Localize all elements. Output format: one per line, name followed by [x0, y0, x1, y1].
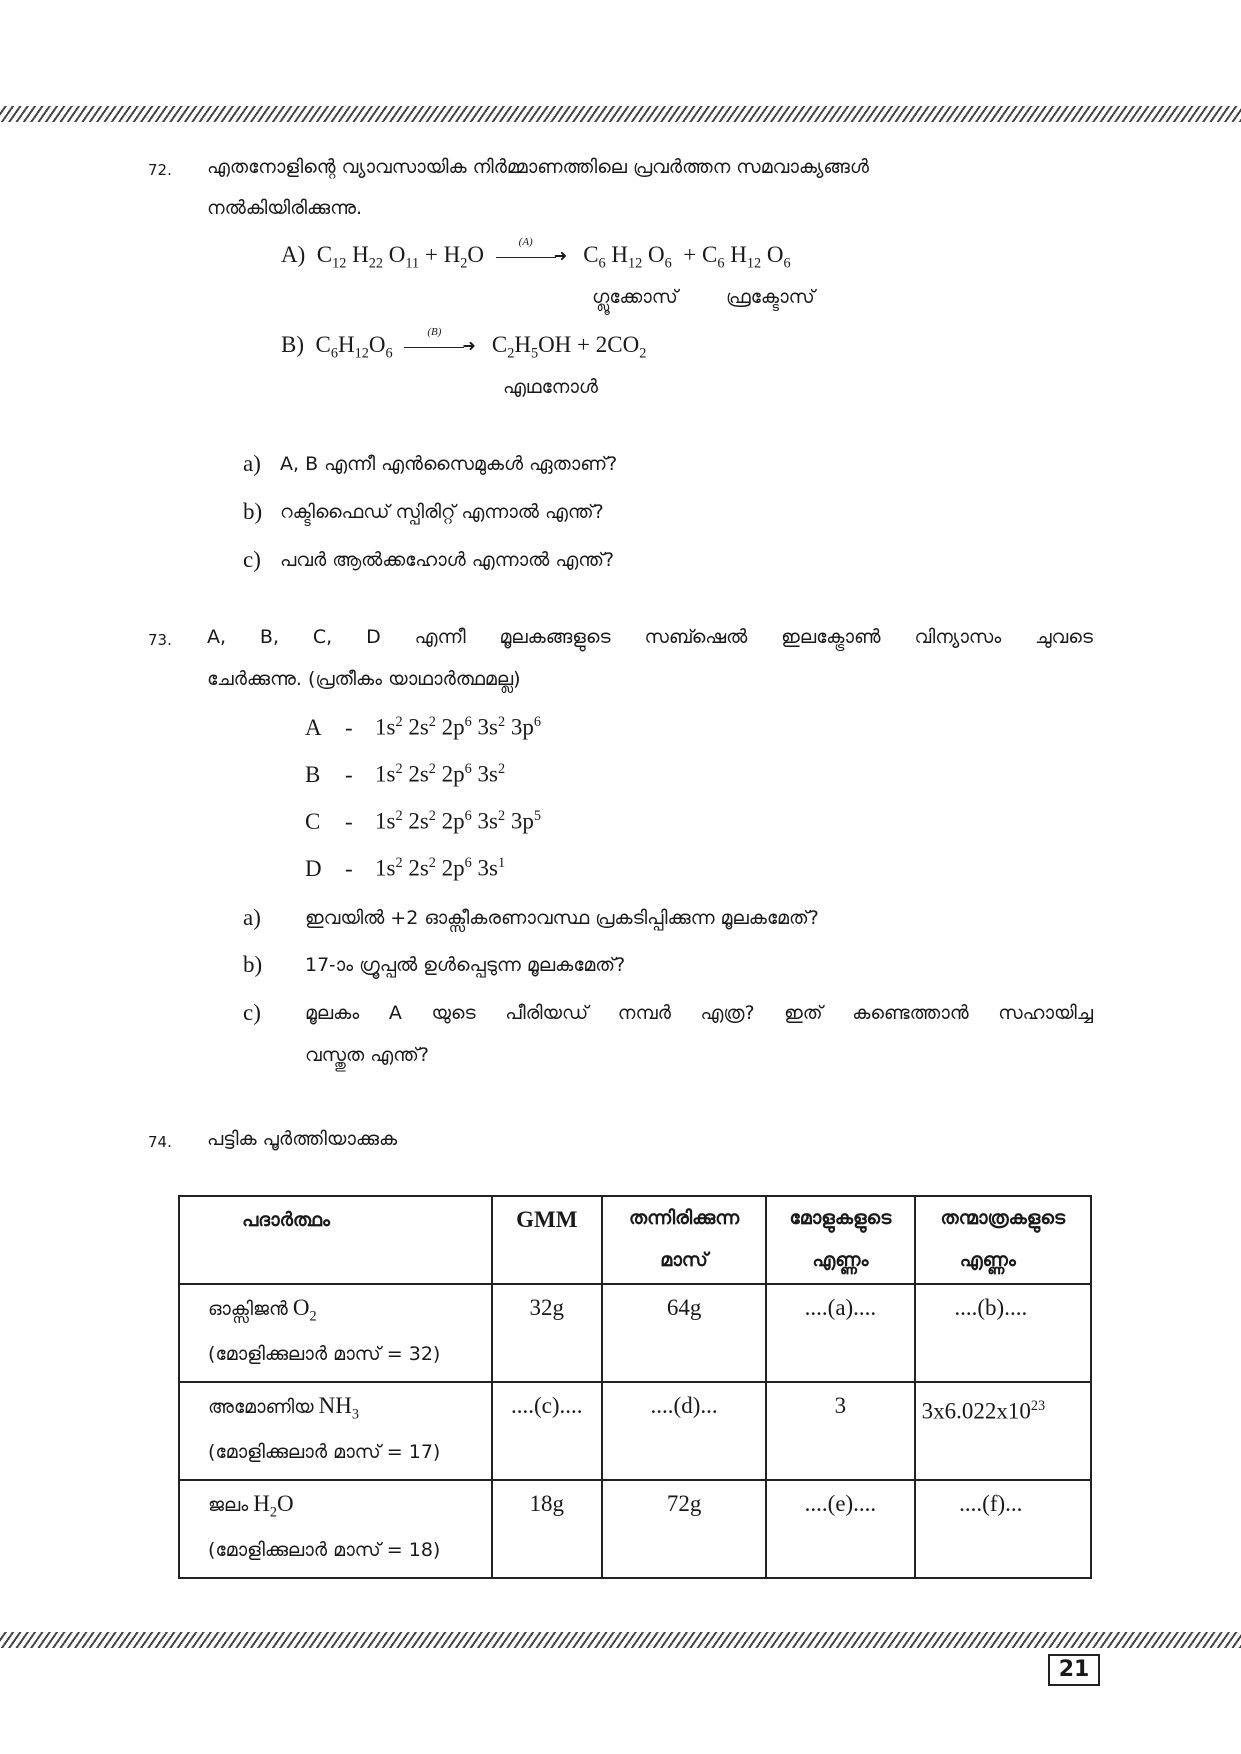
ethanol-label: എഥനോൾ [503, 376, 598, 398]
config-row-c: C - $1s^2$ $2s^2$ $2p^6$ $3s^2$ $3p^5$ [305, 808, 541, 834]
row-oxygen-mass: 64g [602, 1284, 766, 1382]
mole-table [178, 1195, 1092, 1579]
config-d-element: D [305, 855, 322, 881]
config-row-d: D - $1s^2$ $2s^2$ $2p^6$ $3s^1$ [305, 855, 506, 881]
header-moles: മോളുകളുടെ എണ്ണം [766, 1196, 914, 1284]
table-row [179, 1480, 1091, 1578]
enzyme-b-label: (B) [427, 325, 442, 338]
table-row [179, 1382, 1091, 1480]
q73-sub-c-label: c) [243, 1000, 261, 1025]
q72-sub-a: A, B എന്നീ എൻസൈമുകൾ ഏതാണ്? [280, 453, 618, 475]
row-water-molecules: ....(f)... [915, 1480, 1091, 1578]
q73-sub-c-line1: മൂലകം A യുടെ പീരിയഡ് നമ്പർ എത്ര? ഇത് കണ്ടെത്താൻ സഹായിച്ച [305, 1002, 1093, 1024]
row-water-substance: ജലം $H_2O$ (മോളിക്കുലാർ മാസ് = 18) [179, 1480, 492, 1578]
top-hatch-border [0, 106, 1241, 122]
q74-number: 74. [148, 1133, 172, 1151]
q73-sub-a: ഇവയിൽ +2 ഓക്സീകരണാവസ്ഥ പ്രകടിപ്പിക്കുന്ന മൂലകമേത്? [305, 907, 819, 929]
enzyme-a-label: (A) [518, 235, 533, 248]
fructose-label: ഫ്രക്ടോസ് [726, 286, 815, 308]
glucose-label: ഗ്ലൂക്കോസ് [592, 286, 678, 308]
row-water-mass: 72g [602, 1480, 766, 1578]
header-given-mass: തന്നിരിക്കുന്ന മാസ് [602, 1196, 766, 1284]
row-ammonia-substance: അമോണിയ $NH_3$ (മോളിക്കുലാർ മാസ് = 17) [179, 1382, 492, 1480]
header-gmm: GMM [492, 1196, 602, 1284]
row-ammonia-mass: ....(d)... [602, 1382, 766, 1480]
config-b-element: B [305, 761, 321, 787]
q72-sub-c-label: c) [243, 547, 261, 572]
q72-equation-a: A) $C_{12}$ $H_{22}$ $O_{11} + H_2O$ (A) ➜ $C_6$ $H_{12}$ $O_6 + C_6$ $H_{12}$ $O_6$ [281, 235, 791, 272]
reaction-arrow-a: (A) ➜ [496, 250, 566, 264]
row-oxygen-molecules: ....(b).... [915, 1284, 1091, 1382]
page-number: 21 [1048, 1654, 1100, 1686]
q73-sub-a-label: a) [243, 905, 261, 930]
row-oxygen-moles: ....(a).... [766, 1284, 914, 1382]
config-a-element: A [305, 714, 322, 740]
q72-sub-b-label: b) [243, 499, 263, 524]
q73-text-line1: A, B, C, D എന്നീ മൂലകങ്ങളുടെ സബ്ഷെൽ ഇലക്ട്രോൺ വിന്യാസം ചുവടെ [207, 626, 1093, 648]
q73-sub-b: 17-ാം ഗ്രൂപ്പൽ ഉൾപ്പെടുന്ന മൂലകമേത്? [305, 954, 626, 976]
q72-sub-a-label: a) [243, 451, 261, 476]
q72-sub-b: റക്ടിഫൈഡ് സ്പിരിറ്റ് എന്നാൽ എന്ത്? [280, 501, 604, 523]
q72-sub-c: പവർ ആൽക്കഹോൾ എന്നാൽ എന്ത്? [280, 549, 615, 571]
header-substance: പദാർത്ഥം [179, 1196, 492, 1284]
config-row-b: B - $1s^2$ $2s^2$ $2p^6$ $3s^2$ [305, 761, 506, 787]
row-ammonia-gmm: ....(c).... [492, 1382, 602, 1480]
q74-text: പട്ടിക പൂർത്തിയാക്കുക [207, 1128, 398, 1150]
q72-text-line1: എതനോളിന്റെ വ്യാവസായിക നിർമ്മാണത്തിലെ പ്രവർത്തന സമവാക്യങ്ങൾ [207, 156, 869, 178]
q73-sub-c-line2: വസ്തുത എന്ത്? [305, 1044, 429, 1066]
row-water-gmm: 18g [492, 1480, 602, 1578]
q72-eqA-label: A) [281, 242, 306, 267]
q73-text-line2: ചേർക്കുന്നു. (പ്രതീകം യാഥാർത്ഥമല്ല) [207, 668, 521, 690]
config-row-a: A - $1s^2$ $2s^2$ $2p^6$ $3s^2$ $3p^6$ [305, 714, 541, 740]
bottom-hatch-border [0, 1632, 1241, 1648]
q72-text-line2: നൽകിയിരിക്കുന്നു. [207, 197, 363, 219]
q72-equation-b: B) $C_6H_{12}O_6$ (B) ➜ $C_2H_5OH + 2CO_2$ [281, 325, 647, 362]
header-molecules: തന്മാത്രകളുടെ എണ്ണം [915, 1196, 1091, 1284]
table-header-row [179, 1196, 1091, 1284]
q72-eqB-label: B) [281, 332, 304, 357]
table-row [179, 1284, 1091, 1382]
q73-number: 73. [148, 631, 172, 649]
q73-sub-b-label: b) [243, 952, 263, 977]
row-water-moles: ....(e).... [766, 1480, 914, 1578]
q72-number: 72. [148, 161, 172, 179]
row-ammonia-molecules: $3x6.022x10^{23}$ [915, 1382, 1091, 1480]
row-oxygen-gmm: 32g [492, 1284, 602, 1382]
config-c-element: C [305, 808, 321, 834]
row-oxygen-substance: ഓക്സിജൻ $O_2$ (മോളിക്കുലാർ മാസ് = 32) [179, 1284, 492, 1382]
row-ammonia-moles: 3 [766, 1382, 914, 1480]
reaction-arrow-b: (B) ➜ [404, 340, 474, 354]
